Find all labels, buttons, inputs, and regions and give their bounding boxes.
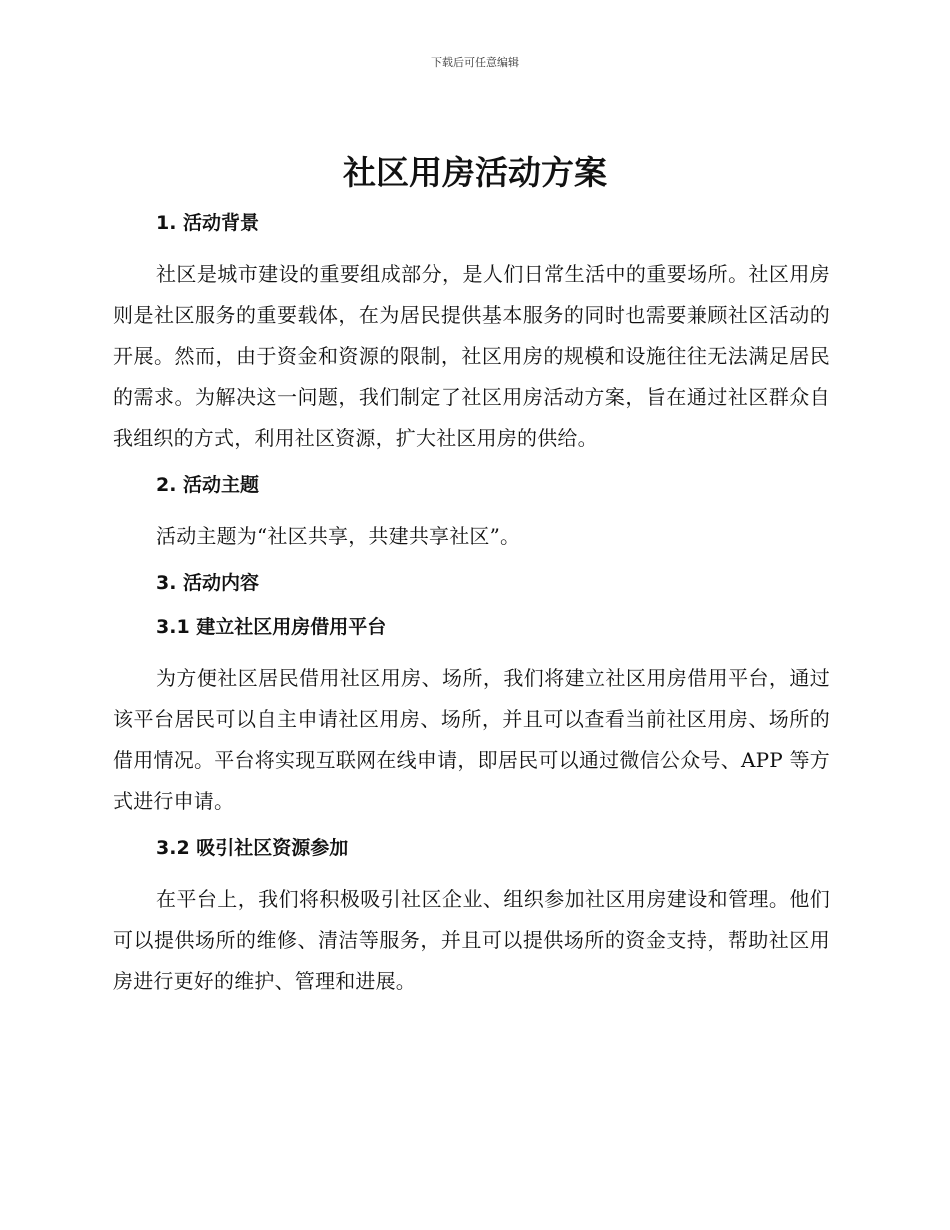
section-paragraph-theme: 活动主题为“社区共享，共建共享社区”。 bbox=[156, 524, 521, 548]
section-heading-platform: 3.1 建立社区用房借用平台 bbox=[156, 616, 387, 638]
document-body bbox=[113, 198, 830, 1015]
section-heading-background: 1. 活动背景 bbox=[156, 212, 260, 234]
section-heading-theme: 2. 活动主题 bbox=[156, 474, 260, 496]
section-paragraph-background: 社区是城市建设的重要组成部分，是人们日常生活中的重要场所。社区用房则是社区服务的重要载体，在为居民提供基本服务的同时也需要兼顾社区活动的开展。然而，由于资金和资源的限制，社区用房的规模和设施往往无法满足居民的需求。为解决这一问题，我们制定了社区用房活动方案，旨在通过社区群众自我组织的方式，利用社区资源，扩大社区用房的供给。 bbox=[113, 262, 830, 450]
section-paragraph-platform: 为方便社区居民借用社区用房、场所，我们将建立社区用房借用平台，通过该平台居民可以自主申请社区用房、场所，并且可以查看当前社区用房、场所的借用情况。平台将实现互联网在线申请，即居民可以通过微信公众号、APP 等方式进行申请。 bbox=[113, 666, 830, 813]
section-heading-content: 3. 活动内容 bbox=[156, 572, 260, 594]
document-title: 社区用房活动方案 bbox=[343, 153, 607, 192]
section-heading-resources: 3.2 吸引社区资源参加 bbox=[156, 837, 349, 859]
section-paragraph-resources: 在平台上，我们将积极吸引社区企业、组织参加社区用房建设和管理。他们可以提供场所的维修、清洁等服务，并且可以提供场所的资金支持，帮助社区用房进行更好的维护、管理和进展。 bbox=[113, 887, 830, 993]
header-note: 下载后可任意编辑 bbox=[431, 56, 519, 69]
